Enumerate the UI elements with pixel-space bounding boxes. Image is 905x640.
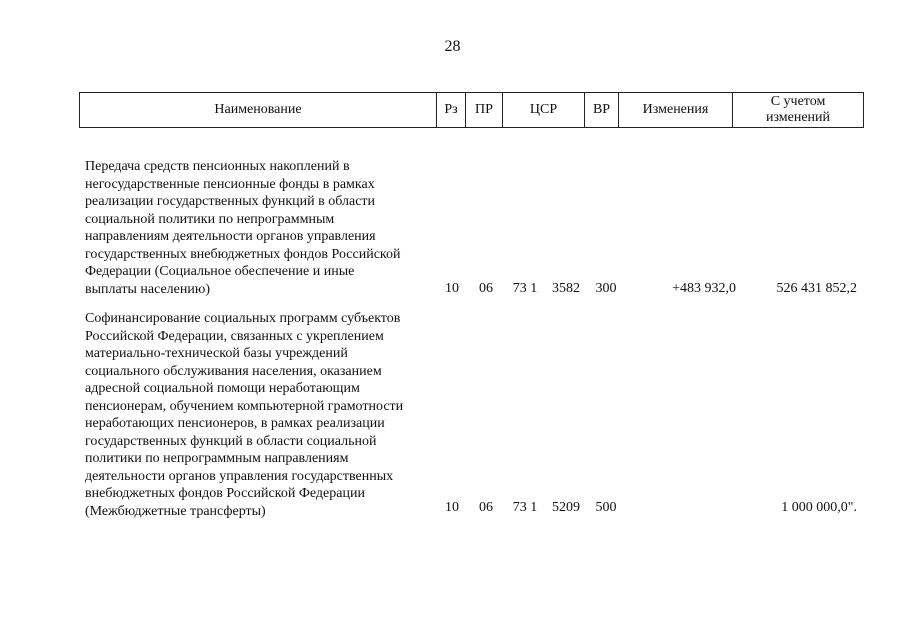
row-1-line: Передача средств пенсионных накоплений в [85, 159, 350, 174]
row-1-line: выплаты населению) [85, 281, 210, 297]
row-2-line: материально-технической базы учреждений [85, 346, 348, 361]
row-1-line: направлениям деятельности органов управления [85, 229, 376, 244]
row-2-rz: 10 [445, 500, 459, 515]
header-name: Наименование [80, 93, 437, 128]
page-number: 28 [444, 38, 461, 55]
header-total-line2: изменений [765, 110, 831, 125]
header-total-line1: С учетом [770, 94, 826, 109]
row-1-changes: +483 932,0 [672, 281, 736, 296]
row-2-line: государственных функций в области социальной [85, 433, 377, 449]
row-2-total: 1 000 000,0". [781, 500, 857, 515]
header-csr: ЦСР [503, 93, 585, 128]
row-2-line: деятельности органов управления государственных [85, 468, 394, 484]
row-1-csr-part1: 73 1 [512, 281, 538, 296]
row-2-line: Российской Федерации, связанных с укреплением [85, 328, 384, 344]
row-1-pr: 06 [479, 281, 493, 296]
header-vr: ВР [585, 93, 619, 128]
row-2-description [85, 310, 435, 520]
row-2-line: внебюджетных фондов Российской Федерации [85, 486, 365, 501]
row-2-line: неработающих пенсионеров, в рамках реализации [85, 416, 385, 431]
row-1-line: социальной политики по непрограммным [85, 211, 335, 227]
row-2-line: адресной социальной помощи неработающим [85, 381, 360, 396]
header-pr: ПР [466, 93, 503, 128]
row-2-line: (Межбюджетные трансферты) [85, 503, 266, 519]
row-1-csr-part2: 3582 [552, 281, 580, 296]
row-1-line: реализации государственных функций в области [85, 194, 376, 209]
header-changes: Изменения [619, 93, 733, 128]
header-rz: Рз [437, 93, 466, 128]
row-2-line: социального обслуживания населения, оказанием [85, 363, 382, 379]
table-header [79, 92, 864, 128]
row-1-line: негосударственные пенсионные фонды в рамках [85, 176, 375, 192]
row-2-line: пенсионерам, обучением компьютерной грамотности [85, 398, 404, 414]
row-1-line: государственных внебюджетных фондов Российской [85, 246, 401, 262]
row-2-line: политики по непрограммным направлениям [85, 451, 349, 466]
row-2-csr-part1: 73 1 [512, 500, 538, 515]
row-1-description [85, 158, 435, 298]
row-1-vr: 300 [595, 281, 617, 296]
row-1-rz: 10 [445, 281, 459, 296]
row-1-line: Федерации (Социальное обеспечение и иные [85, 264, 355, 279]
header-total [733, 93, 864, 128]
row-2-csr-part2: 5209 [552, 500, 580, 515]
row-2-vr: 500 [595, 500, 617, 515]
row-1-total: 526 431 852,2 [776, 281, 857, 296]
header-row [80, 93, 864, 128]
row-2-pr: 06 [479, 500, 493, 515]
row-2-line: Софинансирование социальных программ субъектов [85, 311, 401, 326]
